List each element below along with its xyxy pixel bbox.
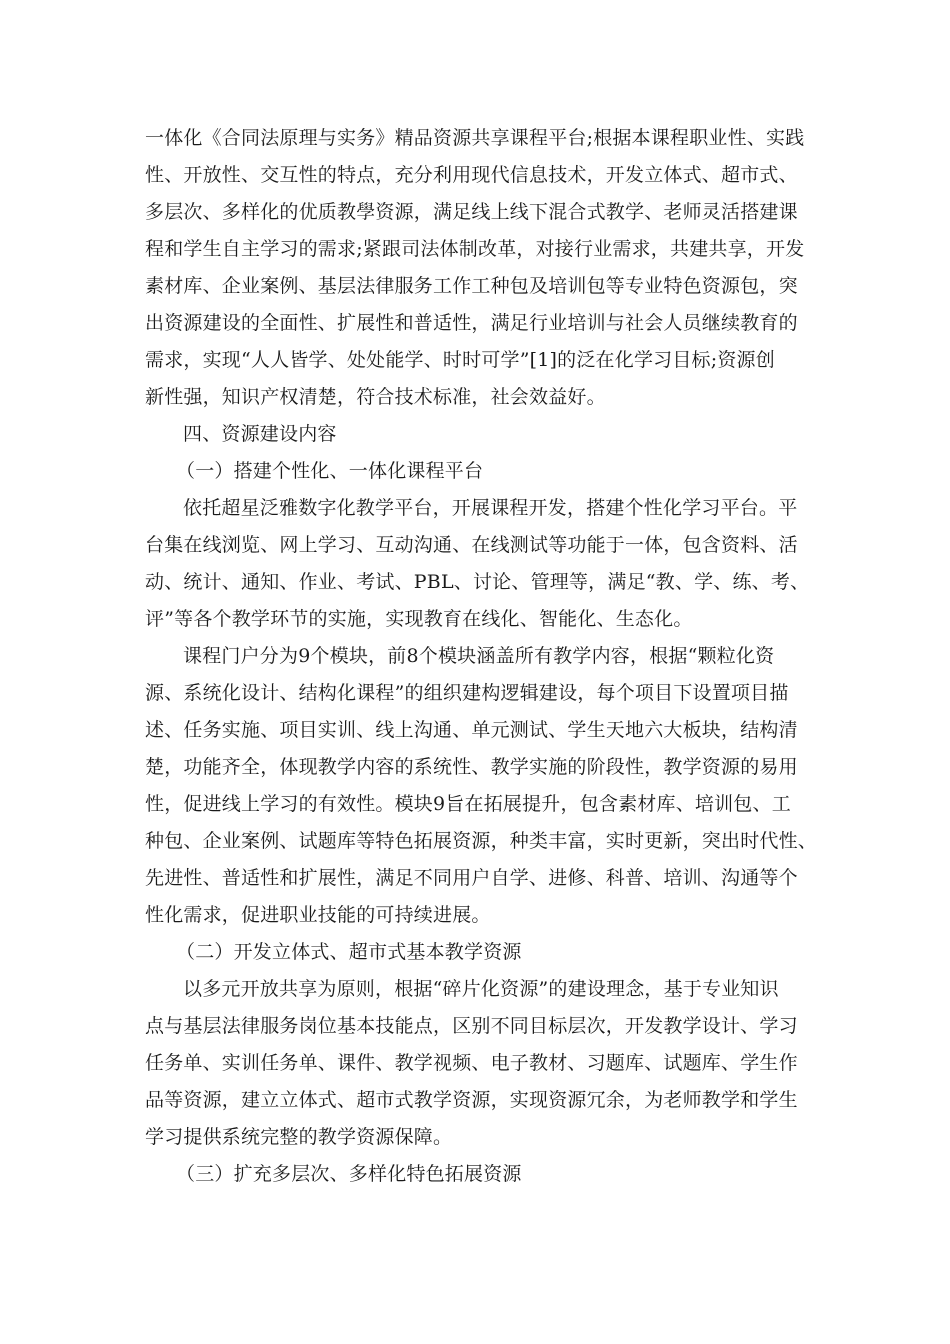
paragraph-line: 动、统计、通知、作业、考试、PBL、讨论、管理等，满足“教、学、练、考、: [145, 571, 810, 593]
paragraph-line: 新性强，知识产权清楚，符合技术标准，社会效益好。: [145, 386, 606, 408]
paragraph-line: 性，促进线上学习的有效性。模块9旨在拓展提升，包含素材库、培训包、工: [145, 793, 791, 815]
subsection-heading: （一）搭建个性化、一体化课程平台: [176, 460, 484, 482]
paragraph-line: 出资源建设的全面性、扩展性和普适性，满足行业培训与社会人员继续教育的: [145, 312, 798, 334]
subsection-heading: （二）开发立体式、超市式基本教学资源: [176, 941, 522, 963]
paragraph-line: 种包、企业案例、试题库等特色拓展资源，种类丰富，实时更新，突出时代性、: [145, 830, 818, 852]
paragraph-line: 台集在线浏览、网上学习、互动沟通、在线测试等功能于一体，包含资料、活: [145, 534, 798, 556]
paragraph-line: 点与基层法律服务岗位基本技能点，区别不同目标层次，开发教学设计、学习: [145, 1015, 798, 1037]
paragraph-line: 任务单、实训任务单、课件、教学视频、电子教材、习题库、试题库、学生作: [145, 1052, 798, 1074]
paragraph-line: 述、任务实施、项目实训、线上沟通、单元测试、学生天地六大板块，结构清: [145, 719, 798, 741]
paragraph-line: 性化需求，促进职业技能的可持续进展。: [145, 904, 491, 926]
paragraph-line: 性、开放性、交互性的特点，充分利用现代信息技术，开发立体式、超市式、: [145, 164, 798, 186]
paragraph-line: 学习提供系统完整的教学资源保障。: [145, 1126, 453, 1148]
paragraph-line: 源、系统化设计、结构化课程”的组织建构逻辑建设，每个项目下设置项目描: [145, 682, 789, 704]
paragraph-line: 课程门户分为9个模块，前8个模块涵盖所有教学内容，根据“颗粒化资: [183, 645, 775, 667]
paragraph-line: 先进性、普适性和扩展性，满足不同用户自学、进修、科普、培训、沟通等个: [145, 867, 798, 889]
paragraph-line: 以多元开放共享为原则，根据“碎片化资源”的建设理念，基于专业知识: [183, 978, 779, 1000]
paragraph-line: 一体化《合同法原理与实务》精品资源共享课程平台;根据本课程职业性、实践: [145, 127, 805, 149]
paragraph-line: 素材库、企业案例、基层法律服务工作工种包及培训包等专业特色资源包，突: [145, 275, 798, 297]
paragraph-line: 楚，功能齐全，体现教学内容的系统性、教学实施的阶段性，教学资源的易用: [145, 756, 798, 778]
paragraph-line: 评”等各个教学环节的实施，实现教育在线化、智能化、生态化。: [145, 608, 693, 630]
paragraph-line: 多层次、多样化的优质教學资源，满足线上线下混合式教学、老师灵活搭建课: [145, 201, 798, 223]
section-heading: 四、资源建设内容: [183, 423, 337, 445]
paragraph-line: 需求，实现“人人皆学、处处能学、时时可学”[1]的泛在化学习目标;资源创: [145, 349, 775, 371]
paragraph-line: 依托超星泛雅数字化教学平台，开展课程开发，搭建个性化学习平台。平: [183, 497, 798, 519]
subsection-heading: （三）扩充多层次、多样化特色拓展资源: [176, 1163, 522, 1185]
paragraph-line: 程和学生自主学习的需求;紧跟司法体制改革，对接行业需求，共建共享，开发: [145, 238, 805, 260]
paragraph-line: 品等资源，建立立体式、超市式教学资源，实现资源冗余，为老师教学和学生: [145, 1089, 798, 1111]
